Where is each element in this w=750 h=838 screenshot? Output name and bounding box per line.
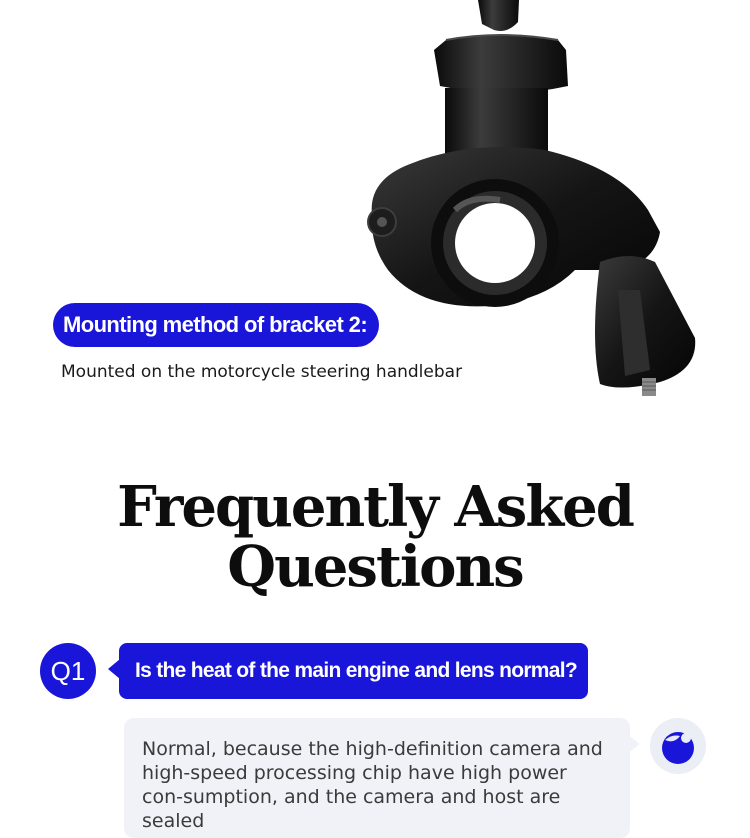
question-bubble: Is the heat of the main engine and lens normal? [119, 643, 588, 699]
bracket-illustration [360, 0, 705, 400]
question-badge: Q1 [40, 643, 96, 699]
answer-bubble-tail [628, 735, 640, 753]
faq-title-line1: Frequently Asked [117, 474, 633, 540]
mounting-method-description: Mounted on the motorcycle steering handlebar [61, 362, 463, 382]
faq-title-line2: Questions [227, 534, 523, 600]
answer-bubble: Normal, because the high-definition camera and high-speed processing chip have high power con-sumption, and the camera and host are sealed [124, 718, 630, 838]
mounting-method-badge: Mounting method of bracket 2: [53, 303, 379, 347]
answer-reply-icon [650, 718, 706, 774]
handlebar-mount-bracket-image [360, 0, 705, 400]
answer-avatar [650, 718, 706, 774]
